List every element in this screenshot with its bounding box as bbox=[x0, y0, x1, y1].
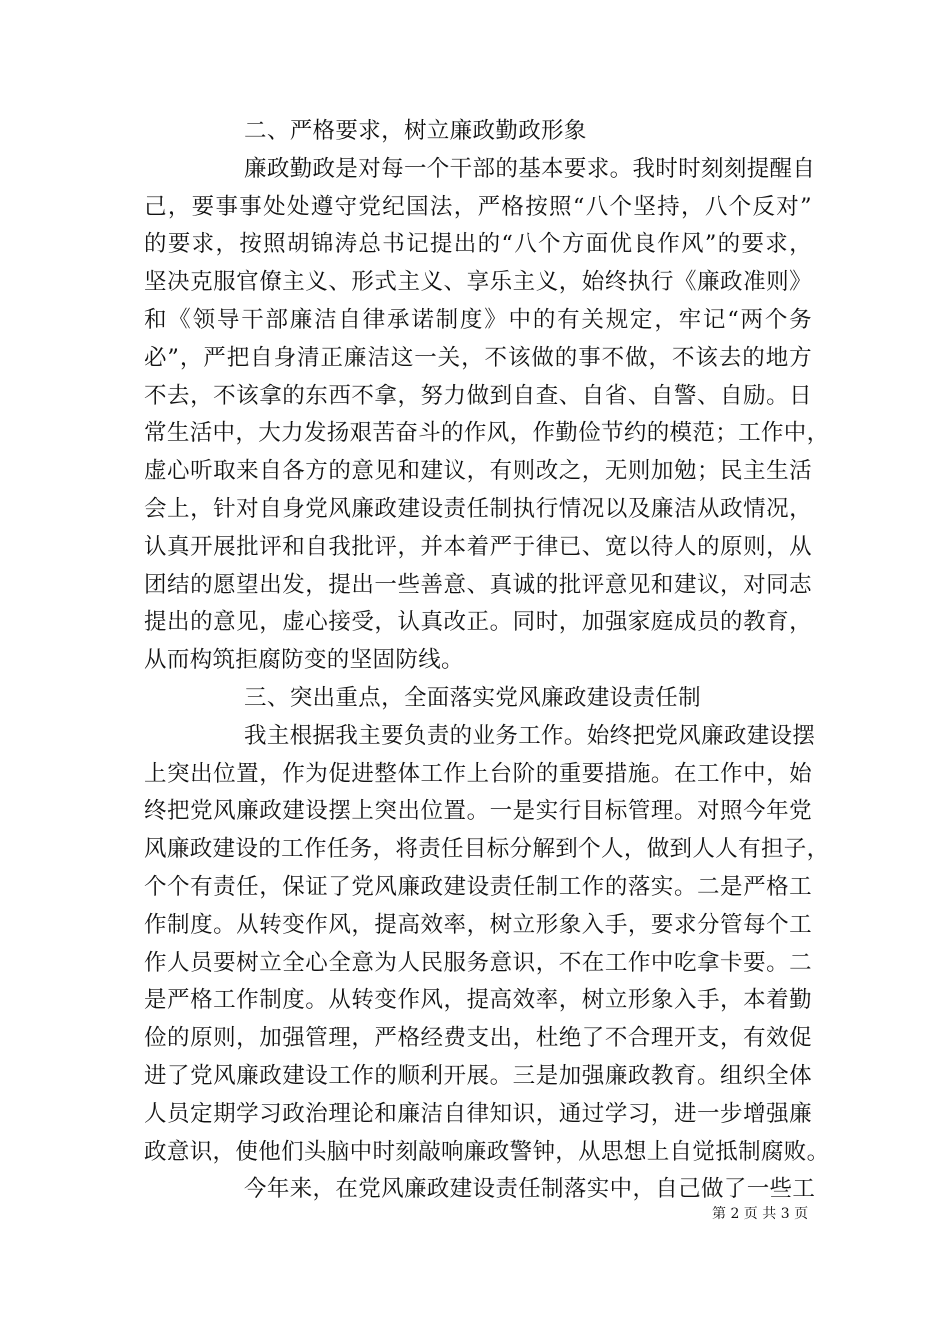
paragraph-line: 虚心听取来自各方的意见和建议，有则改之，无则加勉；民主生活 bbox=[144, 458, 812, 485]
paragraph-line: 必”，严把自身清正廉洁这一关，不该做的事不做，不该去的地方 bbox=[144, 344, 812, 371]
paragraph-line: 认真开展批评和自我批评，并本着严于律已、宽以待人的原则，从 bbox=[144, 533, 812, 560]
paragraph-line: 俭的原则，加强管理，严格经费支出，杜绝了不合理开支，有效促 bbox=[144, 1025, 812, 1052]
section-heading: 二、严格要求，树立廉政勤政形象 bbox=[244, 118, 587, 144]
paragraph-line: 作人员要树立全心全意为人民服务意识，不在工作中吃拿卡要。二 bbox=[144, 949, 812, 976]
paragraph-line: 是严格工作制度。从转变作风，提高效率，树立形象入手，本着勤 bbox=[144, 987, 812, 1014]
paragraph-line: 今年来，在党风廉政建设责任制落实中，自己做了一些工 bbox=[244, 1176, 816, 1203]
paragraph-line: 坚决克服官僚主义、形式主义、享乐主义，始终执行《廉政准则》 bbox=[144, 269, 812, 296]
paragraph-line: 政意识，使他们头脑中时刻敲响廉政警钟，从思想上自觉抵制腐败。 bbox=[144, 1138, 830, 1165]
paragraph-line: 团结的愿望出发，提出一些善意、真诚的批评意见和建议，对同志 bbox=[144, 571, 812, 598]
paragraph-line: 上突出位置，作为促进整体工作上台阶的重要措施。在工作中，始 bbox=[144, 760, 812, 787]
paragraph-line: 常生活中，大力发扬艰苦奋斗的作风，作勤俭节约的模范；工作中， bbox=[144, 420, 830, 447]
paragraph-line: 的要求，按照胡锦涛总书记提出的“八个方面优良作风”的要求， bbox=[144, 231, 812, 258]
paragraph-line: 我主根据我主要负责的业务工作。始终把党风廉政建设摆 bbox=[244, 722, 816, 749]
page-number-footer: 第 2 页 共 3 页 bbox=[712, 1206, 809, 1222]
paragraph-line: 终把党风廉政建设摆上突出位置。一是实行目标管理。对照今年党 bbox=[144, 798, 812, 825]
paragraph-line: 己，要事事处处遵守党纪国法，严格按照“八个坚持，八个反对” bbox=[144, 193, 812, 220]
section-heading: 三、突出重点，全面落实党风廉政建设责任制 bbox=[244, 684, 702, 711]
paragraph-line: 廉政勤政是对每一个干部的基本要求。我时时刻刻提醒自 bbox=[244, 155, 816, 182]
document-body bbox=[144, 113, 830, 1209]
paragraph-line: 进了党风廉政建设工作的顺利开展。三是加强廉政教育。组织全体 bbox=[144, 1062, 812, 1089]
paragraph-line: 个个有责任，保证了党风廉政建设责任制工作的落实。二是严格工 bbox=[144, 873, 812, 900]
paragraph-line: 作制度。从转变作风，提高效率，树立形象入手，要求分管每个工 bbox=[144, 911, 812, 938]
paragraph-line: 和《领导干部廉洁自律承诺制度》中的有关规定，牢记“两个务 bbox=[144, 306, 812, 333]
paragraph-line: 不去，不该拿的东西不拿，努力做到自查、自省、自警、自励。日 bbox=[144, 382, 812, 409]
paragraph-line: 会上，针对自身党风廉政建设责任制执行情况以及廉洁从政情况， bbox=[144, 495, 812, 522]
paragraph-line: 提出的意见，虚心接受，认真改正。同时，加强家庭成员的教育， bbox=[144, 609, 812, 636]
paragraph-line: 风廉政建设的工作任务，将责任目标分解到个人，做到人人有担子， bbox=[144, 836, 830, 863]
paragraph-line: 人员定期学习政治理论和廉洁自律知识，通过学习，进一步增强廉 bbox=[144, 1100, 812, 1127]
paragraph-line: 从而构筑拒腐防变的坚固防线。 bbox=[144, 647, 464, 674]
